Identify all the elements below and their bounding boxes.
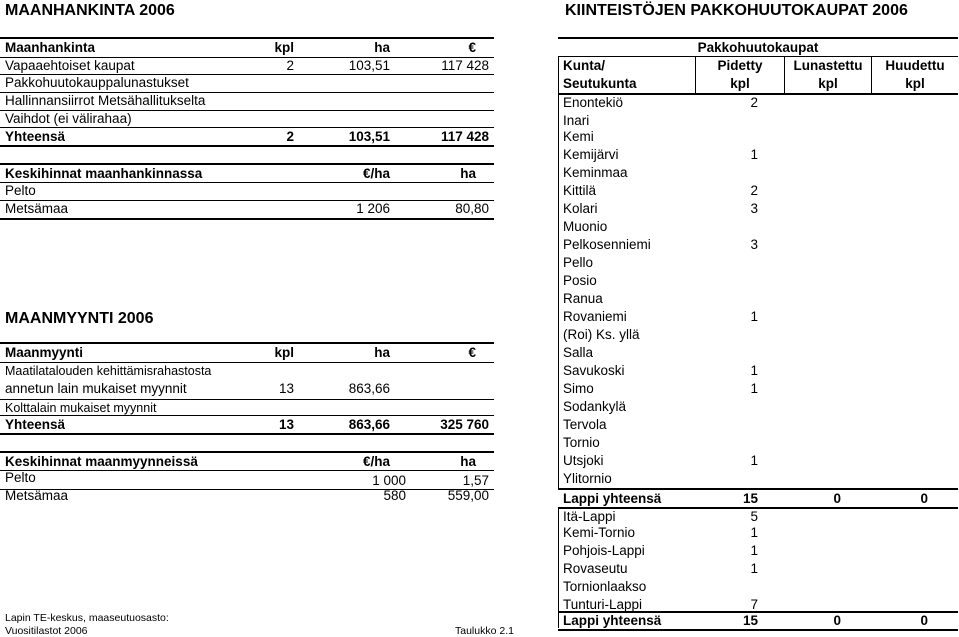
hinnat1-header-eurha: €/ha: [362, 166, 390, 181]
pakko-header-kpl: kpl: [730, 76, 750, 91]
pakko-row-name: Kemijärvi: [563, 147, 619, 162]
pakko-row-name: Kittilä: [563, 183, 597, 198]
pakko-row-name: Muonio: [563, 219, 608, 234]
hinnat2-header-ha: ha: [460, 454, 476, 469]
pakko-row-name: Inari: [563, 113, 590, 128]
hinnat2-row-label: Pelto: [5, 470, 36, 485]
pakko-header-pidetty: Pidetty: [717, 58, 763, 73]
footer-source: Lapin TE-keskus, maaseutuosasto:: [5, 612, 169, 624]
pakko-row-name: Ylitornio: [563, 471, 612, 486]
hankinta-header-kpl: kpl: [274, 40, 294, 55]
myynti-row-label: Kolttalain mukaiset myynnit: [5, 401, 157, 415]
pakko-total2-pidetty: 15: [742, 613, 758, 628]
pakko-header-kunta: Kunta/: [563, 58, 605, 73]
pakko-row-name: Utsjoki: [563, 453, 604, 468]
right-title: KIINTEISTÖJEN PAKKOHUUTOKAUPAT 2006: [565, 2, 908, 19]
pakko-seutu-name: Rovaseutu: [563, 561, 628, 576]
hinnat2-row-eurha: 1 000: [372, 473, 406, 488]
pakko-header-seutukunta: Seutukunta: [563, 76, 637, 91]
hankinta-row-label: Hallinnansiirrot Metsähallitukselta: [5, 93, 206, 108]
pakko-header-kpl: kpl: [905, 76, 925, 91]
hinnat1-header-label: Keskihinnat maanhankinnassa: [5, 166, 203, 181]
hankinta-row-kpl: 2: [286, 58, 294, 73]
hinnat1-header-ha: ha: [460, 166, 476, 181]
pakko-row-pidetty: 1: [750, 363, 758, 378]
myynti-header-kpl: kpl: [274, 345, 294, 360]
hinnat2-header-eurha: €/ha: [362, 454, 390, 469]
hankinta-row-ha: 103,51: [348, 58, 390, 73]
hinnat1-row-label: Metsämaa: [5, 201, 69, 216]
pakko-row-name: Posio: [563, 273, 597, 288]
pakko-row-name: Pello: [563, 255, 594, 270]
pakko-row-name: Tervola: [563, 417, 607, 432]
pakko-row-name: Tornio: [563, 435, 600, 450]
pakko-row-pidetty: 1: [750, 381, 758, 396]
pakko-row-pidetty: 1: [750, 453, 758, 468]
pakko-seutu-pidetty: 1: [750, 543, 758, 558]
myynti-row-ha: 863,66: [348, 381, 390, 396]
myynti-row-label-line1: Maatilatalouden kehittämisrahastosta: [5, 364, 212, 378]
myynti-header-eur: €: [468, 345, 476, 360]
hankinta-row-label: Vaihdot (ei välirahaa): [5, 111, 132, 126]
pakko-row-name: Kolari: [563, 201, 598, 216]
pakko-total-pidetty: 15: [742, 491, 758, 506]
pakko-row-name: Ranua: [563, 291, 603, 306]
pakko-header-lunastettu: Lunastettu: [793, 58, 863, 73]
pakko-total2-huudettu: 0: [920, 613, 928, 628]
hankinta-header-label: Maanhankinta: [5, 40, 96, 55]
pakko-row-name: (Roi) Ks. yllä: [563, 327, 640, 342]
pakko-total2-label: Lappi yhteensä: [563, 613, 662, 628]
pakko-seutu-pidetty: 7: [750, 597, 758, 612]
hankinta-total-kpl: 2: [286, 129, 294, 144]
myynti-header-ha: ha: [374, 345, 390, 360]
hankinta-total-eur: 117 428: [440, 129, 489, 144]
pakko-total-lunastettu: 0: [833, 491, 841, 506]
pakko-row-name: Kemi: [563, 129, 594, 144]
pakko-row-name: Rovaniemi: [563, 309, 627, 324]
pakko-row-pidetty: 3: [750, 237, 758, 252]
myynti-total-eur: 325 760: [440, 417, 489, 432]
pakko-seutu-name: Kemi-Tornio: [563, 525, 636, 540]
myynti-row-label-line2: annetun lain mukaiset myynnit: [5, 381, 187, 396]
pakko-row-name: Simo: [563, 381, 594, 396]
myynti-row-kpl: 13: [278, 381, 294, 396]
hankinta-row-eur: 117 428: [441, 58, 489, 73]
hankinta-row-label: Vapaaehtoiset kaupat: [5, 58, 135, 73]
hinnat2-row-label: Metsämaa: [5, 488, 69, 503]
hankinta-header-ha: ha: [374, 40, 390, 55]
hankinta-total-ha: 103,51: [348, 129, 390, 144]
hinnat1-row-ha: 80,80: [455, 201, 489, 216]
footer-table-number: Taulukko 2.1: [455, 625, 514, 637]
pakko-seutu-pidetty: 1: [750, 525, 758, 540]
hankinta-header-eur: €: [468, 40, 476, 55]
pakko-seutu-name: Itä-Lappi: [563, 509, 616, 524]
hinnat1-row-label: Pelto: [5, 183, 36, 198]
pakko-seutu-name: Pohjois-Lappi: [563, 543, 645, 558]
pakko-row-name: Keminmaa: [563, 165, 628, 180]
hankinta-row-label: Pakkohuutokauppalunastukset: [5, 75, 189, 90]
hinnat2-row-ha: 559,00: [447, 488, 489, 503]
footer-source-2: Vuositilastot 2006: [5, 625, 88, 637]
pakko-seutu-pidetty: 1: [750, 561, 758, 576]
hinnat2-row-eurha: 580: [383, 488, 406, 503]
pakko-header-huudettu: Huudettu: [885, 58, 945, 73]
pakko-seutu-name: Tunturi-Lappi: [563, 597, 643, 612]
pakko-header-kpl: kpl: [818, 76, 838, 91]
myynti-total-ha: 863,66: [348, 417, 390, 432]
pakko-row-pidetty: 2: [750, 95, 758, 110]
pakko-row-pidetty: 2: [750, 183, 758, 198]
pakko-row-pidetty: 1: [750, 309, 758, 324]
pakko-seutu-name: Tornionlaakso: [563, 579, 647, 594]
hinnat2-header-label: Keskihinnat maanmyynneissä: [5, 454, 198, 469]
hankinta-total-label: Yhteensä: [5, 129, 66, 144]
left-title: MAANHANKINTA 2006: [5, 2, 175, 19]
myynti-total-kpl: 13: [278, 417, 294, 432]
pakko-total2-lunastettu: 0: [833, 613, 841, 628]
pakko-row-name: Savukoski: [563, 363, 625, 378]
pakko-row-name: Pelkosenniemi: [563, 237, 651, 252]
myynti-header-label: Maanmyynti: [5, 345, 84, 360]
pakko-seutu-pidetty: 5: [750, 509, 758, 524]
pakko-total-huudettu: 0: [920, 491, 928, 506]
pakko-row-name: Sodankylä: [563, 399, 627, 414]
pakko-row-pidetty: 1: [750, 147, 758, 162]
hinnat2-row-ha: 1,57: [462, 473, 489, 488]
pakko-group-header: Pakkohuutokaupat: [697, 40, 819, 55]
pakko-row-name: Enontekiö: [563, 95, 624, 110]
pakko-total-label: Lappi yhteensä: [563, 491, 662, 506]
myynti-total-label: Yhteensä: [5, 417, 66, 432]
hinnat1-row-eurha: 1 206: [356, 201, 390, 216]
pakko-row-pidetty: 3: [750, 201, 758, 216]
pakko-row-name: Salla: [563, 345, 594, 360]
left-title-2: MAANMYYNTI 2006: [5, 310, 154, 327]
